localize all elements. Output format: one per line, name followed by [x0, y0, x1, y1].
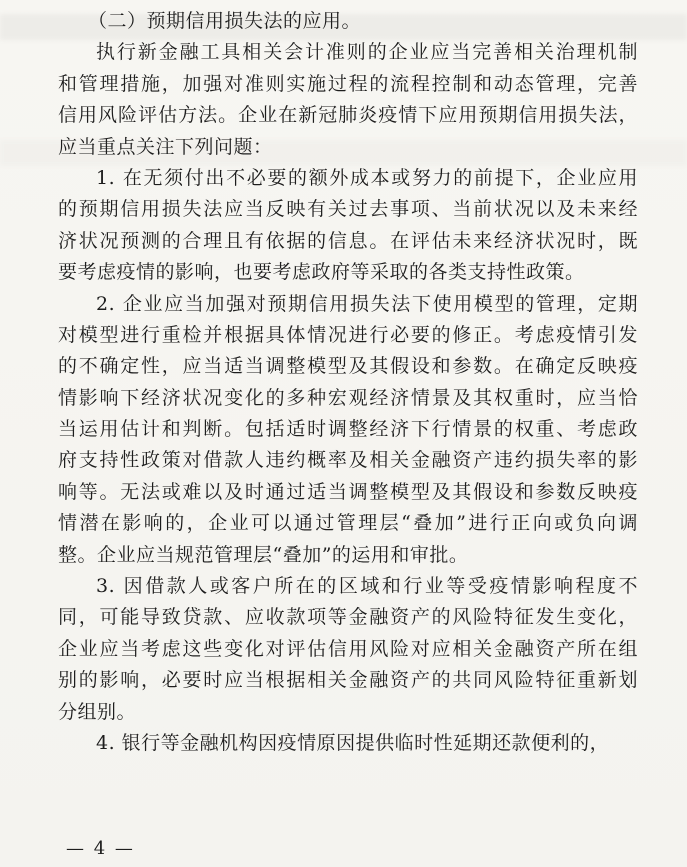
paragraph-line: 要考虑疫情的影响，也要考虑政府等采取的各类支持性政策。 [58, 261, 585, 284]
section-heading: （二）预期信用损失法的应用。 [88, 10, 362, 32]
paragraph-line: 情影响下经济状况变化的多种宏观经济情景及其权重时，应当恰 [58, 386, 638, 409]
paragraph-line: 的预期信用损失法应当反映有关过去事项、当前状况以及未来经 [58, 198, 638, 221]
paragraph-line: 分组别。 [58, 700, 137, 723]
document-body [58, 6, 638, 759]
paragraph-line: 2. 企业应当加强对预期信用损失法下使用模型的管理，定期 [96, 292, 638, 315]
paragraph-line: 整。企业应当规范管理层“叠加”的运用和审批。 [58, 543, 469, 566]
list-item-4 [58, 728, 638, 759]
paragraph-line: 和管理措施，加强对准则实施过程的流程控制和动态管理，完善 [58, 72, 638, 95]
paragraph-line: 应当重点关注下列问题： [58, 135, 273, 158]
paragraph-line: 的不确定性，应当适当调整模型及其假设和参数。在确定反映疫 [58, 355, 638, 378]
paragraph-line: 同，可能导致贷款、应收款项等金融资产的风险特征发生变化， [58, 606, 638, 629]
paragraph-line: 4. 银行等金融机构因疫情原因提供临时性延期还款便利的， [96, 731, 610, 754]
paragraph-line: 对模型进行重检并根据具体情况进行必要的修正。考虑疫情引发 [58, 323, 638, 346]
paragraph-line: 3. 因借款人或客户所在的区域和行业等受疫情影响程度不 [96, 575, 638, 598]
paragraph-line: 1. 在无须付出不必要的额外成本或努力的前提下，企业应用 [96, 166, 638, 189]
list-item-1 [58, 163, 638, 289]
paragraph-line: 当运用估计和判断。包括适时调整经济下行情景的权重、考虑政 [58, 418, 638, 441]
page-number: — 4 — [66, 838, 135, 859]
list-item-2 [58, 289, 638, 572]
intro-paragraph [58, 37, 638, 163]
list-item-3 [58, 571, 638, 728]
paragraph-line: 响等。无法或难以及时通过适当调整模型及其假设和参数反映疫 [58, 480, 638, 503]
paragraph-line: 别的影响，必要时应当根据相关金融资产的共同风险特征重新划 [58, 669, 638, 692]
paragraph-line: 济状况预测的合理且有依据的信息。在评估未来经济状况时，既 [58, 229, 638, 252]
paragraph-line: 府支持性政策对借款人违约概率及相关金融资产违约损失率的影 [58, 449, 638, 472]
paragraph-line: 信用风险评估方法。企业在新冠肺炎疫情下应用预期信用损失法， [58, 104, 638, 127]
paragraph-line: 情潜在影响的，企业可以通过管理层“叠加”进行正向或负向调 [58, 512, 638, 535]
paragraph-line: 执行新金融工具相关会计准则的企业应当完善相关治理机制 [96, 41, 638, 64]
paragraph-line: 企业应当考虑这些变化对评估信用风险对应相关金融资产所在组 [58, 637, 638, 660]
